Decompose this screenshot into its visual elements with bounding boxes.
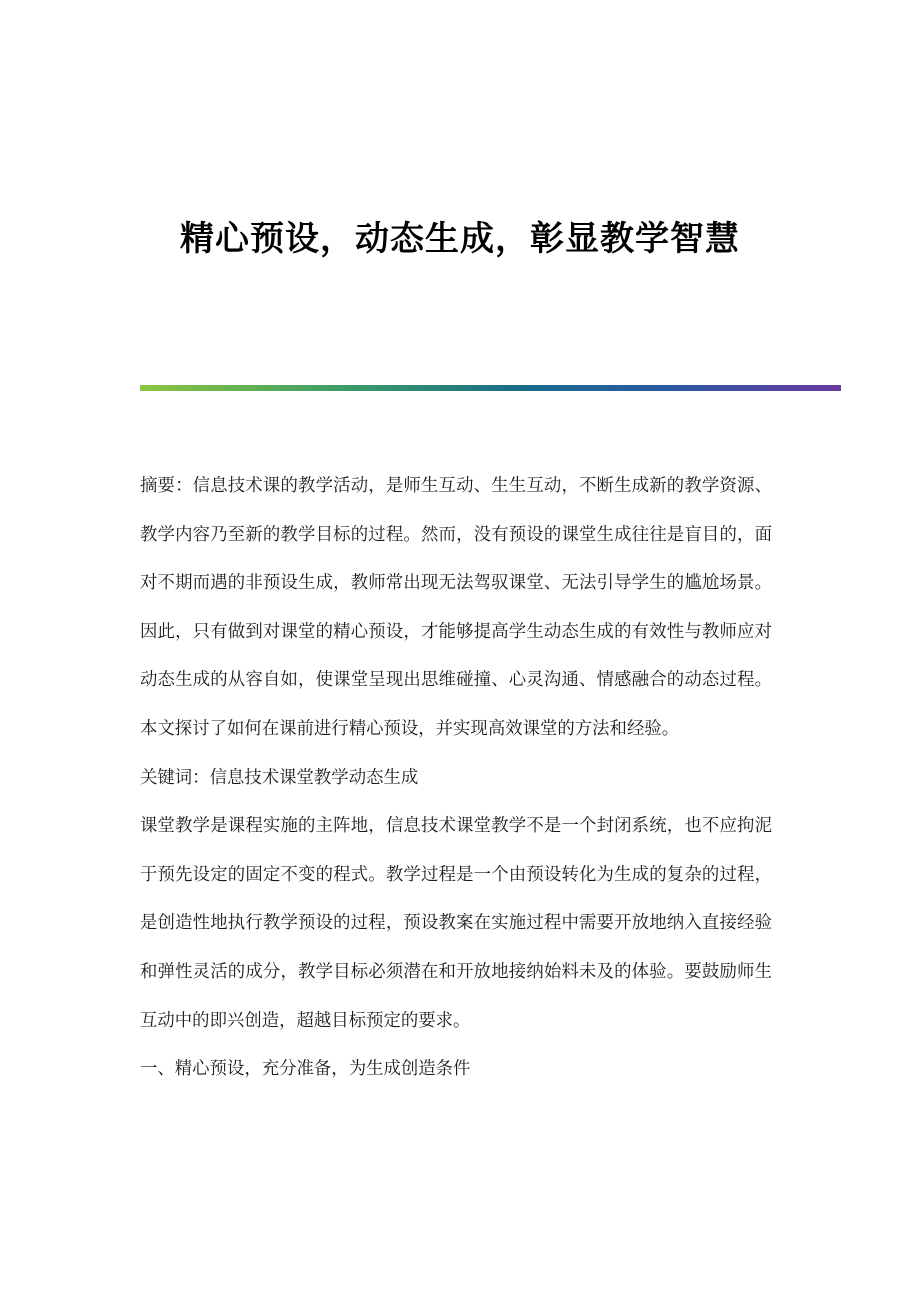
title-divider (140, 385, 841, 391)
body-paragraph: 课堂教学是课程实施的主阵地，信息技术课堂教学不是一个封闭系统，也不应拘泥于预先设定的固定不变的程式。教学过程是一个由预设转化为生成的复杂的过程，是创造性地执行教学预设的过程，预设教案在实施过程中需要开放地纳入直接经验和弹性灵活的成分，教学目标必须潜在和开放地接纳始料未及的体验。要鼓励师生互动中的即兴创造，超越目标预定的要求。 (140, 816, 772, 1031)
abstract-paragraph: 摘要：信息技术课的教学活动，是师生互动、生生互动，不断生成新的教学资源、教学内容乃至新的教学目标的过程。然而，没有预设的课堂生成往往是盲目的，面对不期而遇的非预设生成，教师常出现无法驾驭课堂、无法引导学生的尴尬场景。因此，只有做到对课堂的精心预设，才能够提高学生动态生成的有效性与教师应对动态生成的从容自如，使课堂呈现出思维碰撞、心灵沟通、情感融合的动态过程。本文探讨了如何在课前进行精心预设，并实现高效课堂的方法和经验。 (140, 476, 772, 739)
keywords-paragraph: 关键词：信息技术课堂教学动态生成 (140, 767, 419, 788)
document-title: 精心预设，动态生成，彰显教学智慧 (180, 219, 740, 259)
document-body (140, 462, 772, 1094)
section-heading: 一、精心预设，充分准备，为生成创造条件 (140, 1059, 471, 1080)
